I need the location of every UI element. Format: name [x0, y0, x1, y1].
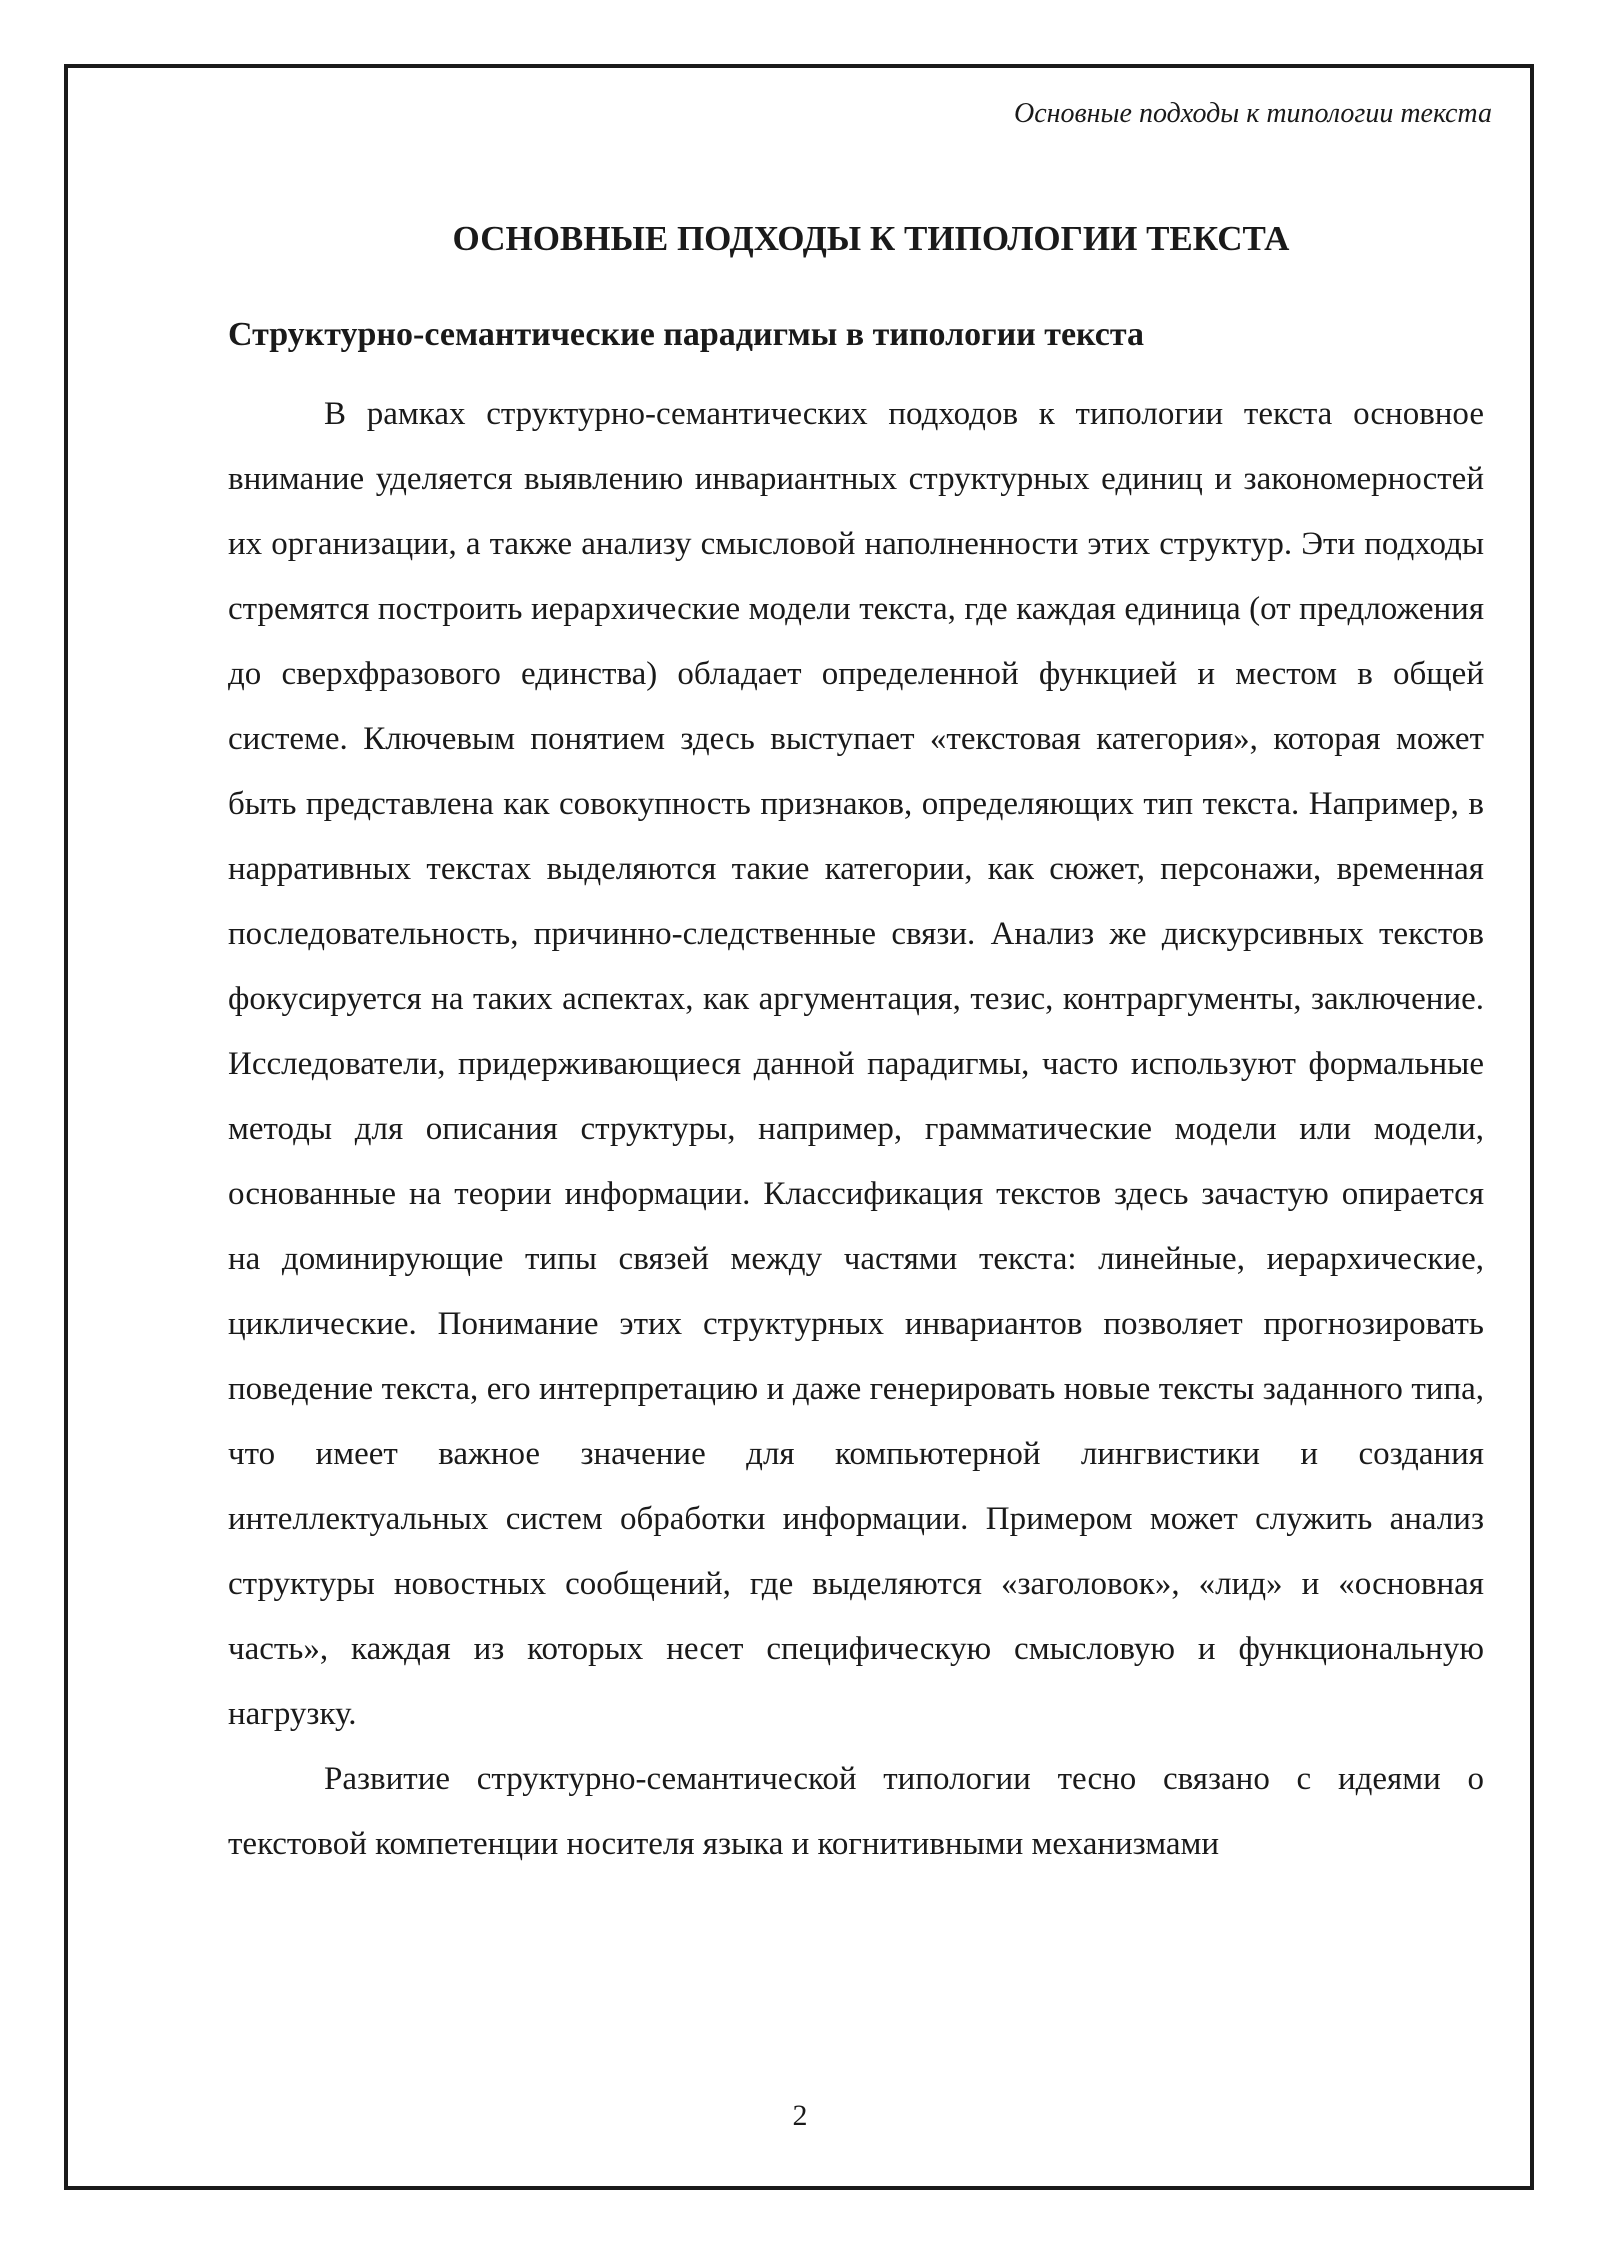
page-content — [228, 206, 1484, 1877]
body-text — [228, 382, 1484, 1877]
page-number: 2 — [792, 2099, 808, 2132]
running-header: Основные подходы к типологии текста — [1013, 98, 1492, 129]
paragraph: Развитие структурно-семантической типологии тесно связано с идеями о текстовой компетенции носителя языка и когнитивными механизмами — [228, 1761, 1484, 1862]
paragraph: В рамках структурно-семантических подходов к типологии текста основное внимание уделяется выявлению инвариантных структурных единиц и закономерностей их организации, а также анализу смысловой наполненности этих структур. Эти подходы стремятся построить иерархические модели текста, где каждая единица (от предложения до сверхфразового единства) обладает определенной функцией и местом в общей системе. Ключевым понятием здесь выступает «текстовая категория», которая может быть представлена как совокупность признаков, определяющих тип текста. Например, в нарративных текстах выделяются такие категории, как сюжет, персонажи, временная последовательность, причинно-следственные связи. Анализ же дискурсивных текстов фокусируется на таких аспектах, как аргументация, тезис, контраргументы, заключение. Исследователи, придерживающиеся данной парадигмы, часто используют формальные методы для описания структуры, например, грамматические модели или модели, основанные на теории информации. Классификация текстов здесь зачастую опирается на доминирующие типы связей между частями текста: линейные, иерархические, циклические. Понимание этих структурных инвариантов позволяет прогнозировать поведение текста, его интерпретацию и даже генерировать новые тексты заданного типа, что имеет важное значение для компьютерной лингвистики и создания интеллектуальных систем обработки информации. Примером может служить анализ структуры новостных сообщений, где выделяются «заголовок», «лид» и «основная часть», каждая из которых несет специфическую смысловую и функциональную нагрузку. — [228, 396, 1484, 1732]
section-heading: Структурно-семантические парадигмы в типологии текста — [228, 316, 1145, 353]
document-title: ОСНОВНЫЕ ПОДХОДЫ К ТИПОЛОГИИ ТЕКСТА — [452, 219, 1290, 258]
